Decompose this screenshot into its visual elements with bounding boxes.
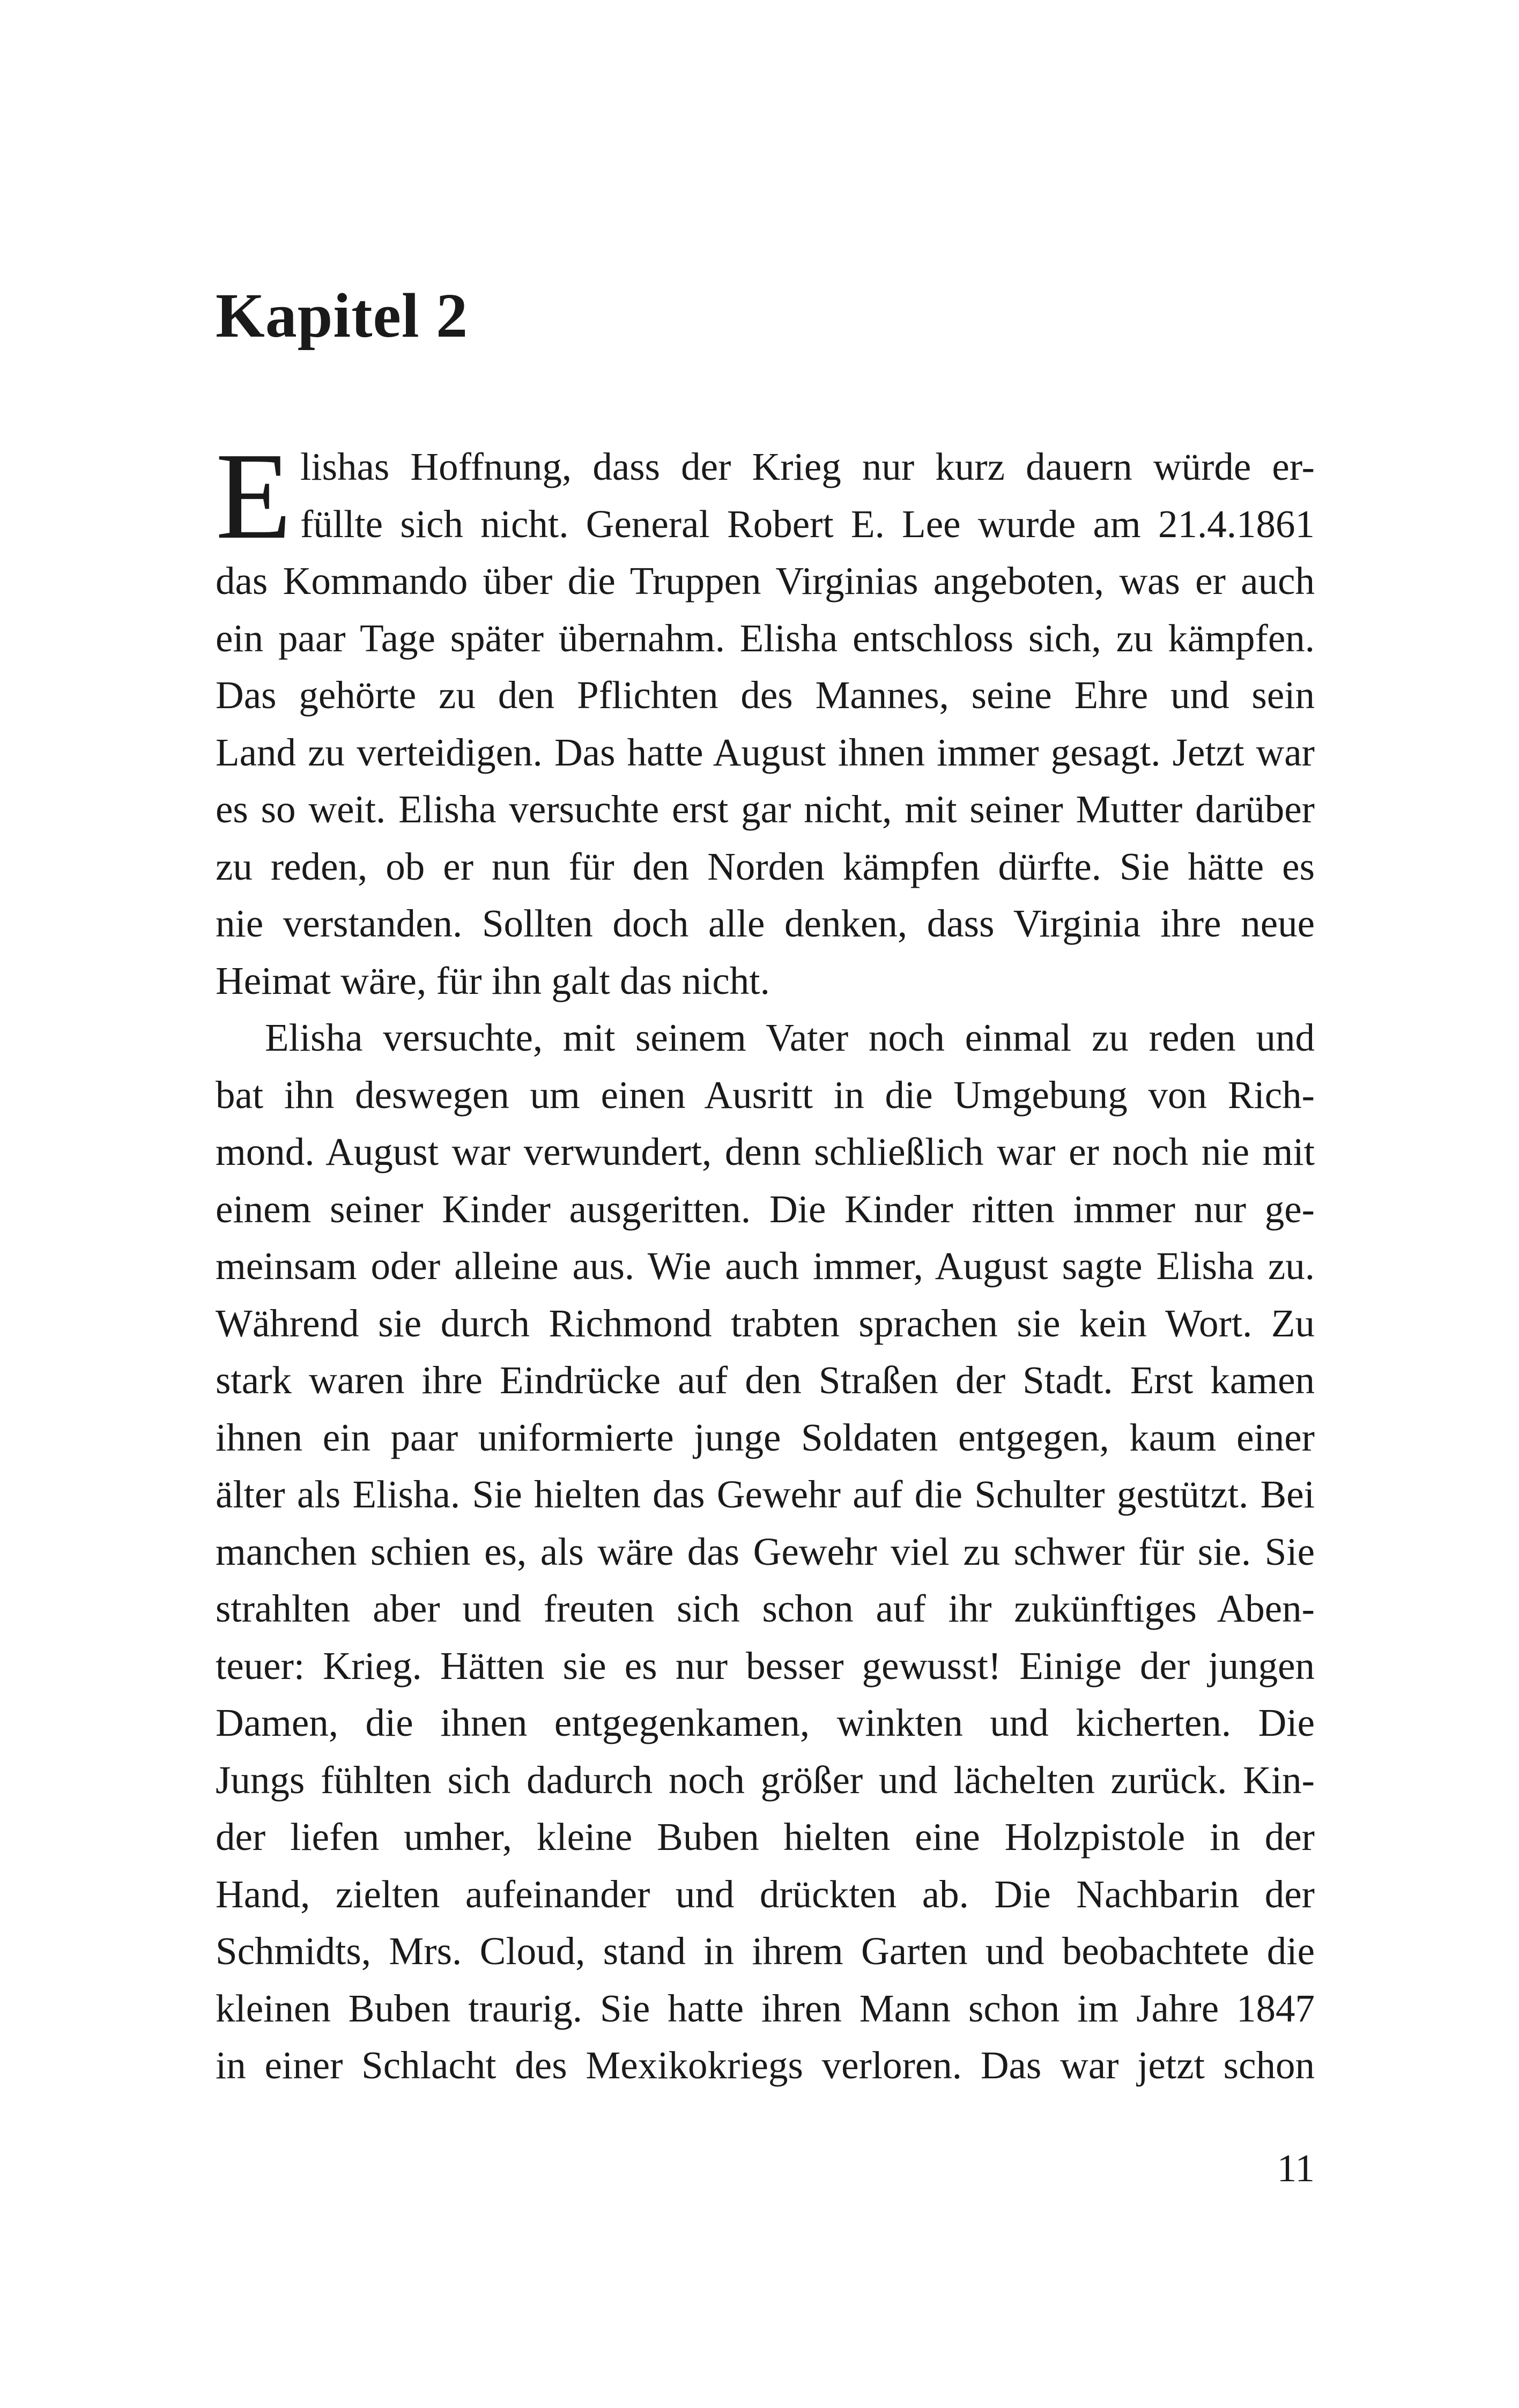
text-line: meinsam oder alleine aus. Wie auch immer, August sagte Elisha zu. [216,1244,1315,1288]
text-line: nie verstanden. Sollten doch alle denken, dass Virginia ihre neue [216,902,1315,945]
text-line: älter als Elisha. Sie hielten das Gewehr auf die Schulter gestützt. Bei [216,1473,1315,1516]
text-line: Heimat wäre, für ihn galt das nicht. [216,958,770,1002]
text-line: Das gehörte zu den Pflichten des Mannes, seine Ehre und sein [216,673,1315,717]
text-line: einem seiner Kinder ausgeritten. Die Kinder ritten immer nur ge- [216,1187,1315,1231]
text-line: Hand, zielten aufeinander und drückten ab. Die Nachbarin der [216,1872,1315,1916]
text-line: Während sie durch Richmond trabten sprachen sie kein Wort. Zu [216,1301,1315,1345]
text-line: Land zu verteidigen. Das hatte August ihnen immer gesagt. Jetzt war [216,730,1315,774]
text-line: lishas Hoffnung, dass der Krieg nur kurz dauern würde er- [300,445,1315,488]
text-line: Elisha versuchte, mit seinem Vater noch einmal zu reden und [265,1016,1315,1059]
text-line: der liefen umher, kleine Buben hielten eine Holzpistole in der [216,1815,1315,1859]
text-line: stark waren ihre Eindrücke auf den Straßen der Stadt. Erst kamen [216,1358,1315,1402]
text-line: strahlten aber und freuten sich schon auf ihr zukünftiges Aben- [216,1587,1315,1630]
text-line: das Kommando über die Truppen Virginias angeboten, was er auch [216,559,1315,603]
text-line: Jungs fühlten sich dadurch noch größer und lächelten zurück. Kin- [216,1758,1315,1802]
text-line: mond. August war verwundert, denn schließlich war er noch nie mit [216,1130,1315,1173]
text-line: zu reden, ob er nun für den Norden kämpfen dürfte. Sie hätte es [216,844,1315,888]
text-line: füllte sich nicht. General Robert E. Lee wurde am 21.4.1861 [300,502,1315,546]
text-line: teuer: Krieg. Hätten sie es nur besser gewusst! Einige der jungen [216,1644,1315,1688]
body-text [216,439,1315,2094]
text-line: es so weit. Elisha versuchte erst gar nicht, mit seiner Mutter darüber [216,787,1315,831]
text-line: ein paar Tage später übernahm. Elisha entschloss sich, zu kämpfen. [216,616,1315,660]
text-line: bat ihn deswegen um einen Ausritt in die Umgebung von Rich- [216,1073,1315,1117]
text-line: kleinen Buben traurig. Sie hatte ihren Mann schon im Jahre 1847 [216,1986,1315,2030]
chapter-title: Kapitel 2 [216,280,469,351]
drop-cap: E [216,427,292,565]
text-line: Damen, die ihnen entgegenkamen, winkten und kicherten. Die [216,1701,1315,1744]
text-line: manchen schien es, als wäre das Gewehr viel zu schwer für sie. Sie [216,1529,1315,1573]
text-line: Schmidts, Mrs. Cloud, stand in ihrem Garten und beobachtete die [216,1929,1315,1973]
text-line: ihnen ein paar uniformierte junge Soldaten entgegen, kaum einer [216,1415,1315,1459]
text-line: in einer Schlacht des Mexikokriegs verloren. Das war jetzt schon [216,2043,1315,2087]
page-number: 11 [1277,2146,1315,2190]
